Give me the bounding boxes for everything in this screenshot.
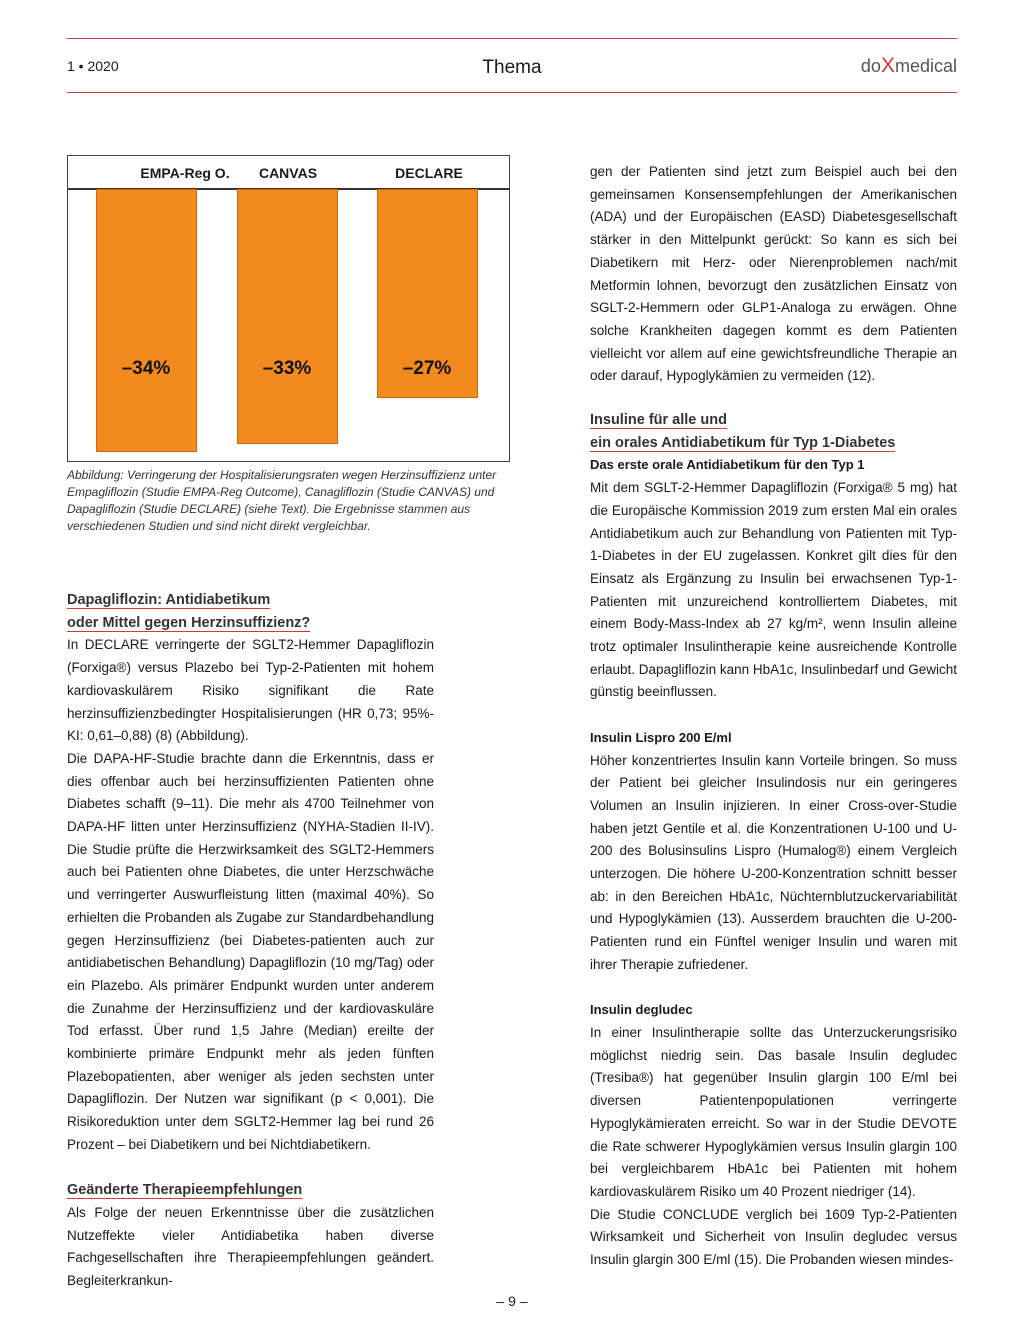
heading-insuline <box>590 409 957 454</box>
subheading-degludec: Insulin degludec <box>590 1002 693 1018</box>
left-column <box>67 589 434 1293</box>
chart-value-label: –34% <box>121 358 171 379</box>
issue-number: 1 • 2020 <box>67 58 119 74</box>
heading-therapieempfehlungen <box>67 1179 434 1202</box>
chart-bar <box>237 189 338 444</box>
logo-part-do: do <box>860 56 881 76</box>
paragraph-dapa-hf: Die DAPA-HF-Studie brachte dann die Erkenntnis, dass er dies offenbar auch bei herzinsuffizienten Patienten ohne Diabetes schafft (9–11). Die mehr als 4700 Teilnehmer von DAPA-HF litten unter Herzinsuffizienz (NYHA-Stadien II-IV). Die Studie prüfte die Herzwirksamkeit des SGLT2-Hemmers auch bei Patienten ohne Diabetes, die unter Herzschwäche und verringerter Auswurfleistung litten (maximal 40%). So erhielten die Probanden als Zugabe zur Standardbehandlung gegen Herzinsuffizienz (bei Diabetes-patienten auch zur antidiabetischen Behandlung) Dapagliflozin (10 mg/Tag) oder ein Plazebo. Als primärer Endpunkt wurden unter anderem die Zunahme der Herzinsuffizienz und der kardiovaskuläre Tod erfasst. Über rund 1,5 Jahre (Median) ereilte der kombinierte primäre Endpunkt mehr als jeden fünften Plazebopatienten, aber weniger als jeden sechsten unter Dapagliflozin. Der Nutzen war signifikant (p < 0,001). Die Risikoreduktion unter dem SGLT2-Hemmer lag bei rund 26 Prozent – bei Diabetikern und bei Nichtdiabetikern. <box>67 750 434 1152</box>
heading-therapieempfehlungen-text: Geänderte Therapieempfehlungen <box>67 1182 303 1199</box>
paragraph-degludec-1: In einer Insulintherapie sollte das Unterzuckerungsrisiko möglichst niedrig sein. Das basale Insulin degludec (Tresiba®) hat gegenüber Insulin glargin 100 E/ml bei diversen Patientenpopulationen verringerte Hypoglykämieraten erreicht. So war in der Studie DEVOTE die Rate schwerer Hypoglykämien versus Insulin glargin 100 bei vergleichbarem HbA1c bei Patienten mit hohem kardiovaskulärem Risiko um 40 Prozent niedriger (14). <box>590 1024 957 1199</box>
chart-value-label: –27% <box>402 358 452 379</box>
paragraph-lispro: Höher konzentriertes Insulin kann Vorteile bringen. So muss der Patient bei gleicher Insulindosis nur ein geringeres Volumen an Insulin injizieren. In einer Cross-over-Studie haben jetzt Gentile et al. die Konzentrationen U-100 und U-200 des Bolusinsulins Lispro (Humalog®) einem Vergleich unterzogen. Die höhere U-200-Konzentration schnitt besser ab: in den Bereichen HbA1c, Nüchternblutzuckervariabilität und Hypoglykämien (13). Ausserdem brauchten die U-200-Patienten rund ein Fünftel weniger Insulin und waren mit ihrer Therapie zufriedener. <box>590 752 957 972</box>
paragraph-declare: In DECLARE verringerte der SGLT2-Hemmer Dapagliflozin (Forxiga®) versus Plazebo bei Typ-2-Patienten mit hohem kardiovaskulärem Risiko signifikant die Rate herzinsuffizienzbedingter Hospitalisierungen (HR 0,73; 95%-KI: 0,61–0,88) (8) (Abbildung). <box>67 637 434 744</box>
page-number: – 9 – <box>496 1293 528 1309</box>
section-title: Thema <box>482 57 542 78</box>
heading-dapagliflozin-line2: oder Mittel gegen Herzinsuffizienz? <box>67 614 311 631</box>
paragraph-oral: Mit dem SGLT-2-Hemmer Dapagliflozin (Forxiga® 5 mg) hat die Europäische Kommission 2019 zum ersten Mal ein orales Antidiabetikum auch zur Behandlung von Patienten mit Typ-1-Diabetes in der EU zugelassen. Konkret gilt dies für den Einsatz als Ergänzung zu Insulin bei erwachsenen Typ-1-Patienten mit unzureichend kontrolliertem Diabetes, mit einem Body-Mass-Index ab 27 kg/m², wenn Insulin alleine trotz optimaler Insulintherapie keine ausreichende Kontrolle erlaubt. Dapagliflozin kann HbA1c, Insulinbedarf und Gewicht günstig beeinflussen. <box>590 480 957 700</box>
chart-category-label: EMPA-Reg O. <box>140 165 230 181</box>
heading-insuline-line2: ein orales Antidiabetikum für Typ 1-Diabetes <box>590 434 896 451</box>
chart-category-label: DECLARE <box>395 165 463 181</box>
figure-caption: Abbildung: Verringerung der Hospitalisierungsraten wegen Herzinsuffizienz unter Empagliflozin (Studie EMPA-Reg Outcome), Canagliflozin (Studie CANVAS) und Dapagliflozin (Studie DECLARE) (siehe Text). Die Ergebnisse stammen aus verschiedenen Studien und sind nicht direkt vergleichbar. <box>67 468 497 533</box>
subheading-oral: Das erste orale Antidiabetikum für den Typ 1 <box>590 457 865 473</box>
doxmedical-logo <box>861 54 957 78</box>
heading-dapagliflozin-line1: Dapagliflozin: Antidiabetikum <box>67 592 271 608</box>
chart-bar <box>96 189 197 452</box>
paragraph-degludec-2: Die Studie CONCLUDE verglich bei 1609 Typ-2-Patienten Wirksamkeit und Sicherheit von Insulin degludec versus Insulin glargin 300 E/ml (15). Die Probanden wiesen mindes- <box>590 1206 957 1268</box>
heading-insuline-line1: Insuline für alle und <box>590 412 727 429</box>
hospitalization-bar-chart <box>67 155 510 462</box>
logo-part-medical: medical <box>894 56 957 76</box>
header-rule-bottom <box>67 92 957 93</box>
right-column <box>590 161 957 1272</box>
chart-category-label: CANVAS <box>258 165 318 181</box>
header-rule-top <box>67 38 957 39</box>
heading-dapagliflozin <box>67 589 434 634</box>
paragraph-therapieempfehlungen: Als Folge der neuen Erkenntnisse über die zusätzlichen Nutzeffekte vieler Antidiabetika haben diverse Fachgesellschaften ihre Therapieempfehlungen geändert. Begleiterkrankun- <box>67 1204 434 1289</box>
chart-value-label: –33% <box>262 358 312 379</box>
subheading-lispro: Insulin Lispro 200 E/ml <box>590 729 732 745</box>
logo-part-x: X <box>880 54 895 77</box>
paragraph-konsens: gen der Patienten sind jetzt zum Beispiel auch bei den gemeinsamen Konsensempfehlungen der Amerikanischen (ADA) und der Europäischen (EASD) Diabetesgesellschaft stärker in den Mittelpunkt gerückt: So kann es sich bei Diabetikern mit Herz- oder Nierenproblemen nach/mit Metformin lohnen, bevorzugt den zusätzlichen Einsatz von SGLT-2-Hemmern oder GLP1-Analoga zu erwägen. Ohne solche Krankheiten dagegen kommt es dem Patienten vielleicht vor allem auf eine gewichtsfreundliche Therapie an oder darauf, Hypoglykämien zu vermeiden (12). <box>590 164 957 384</box>
